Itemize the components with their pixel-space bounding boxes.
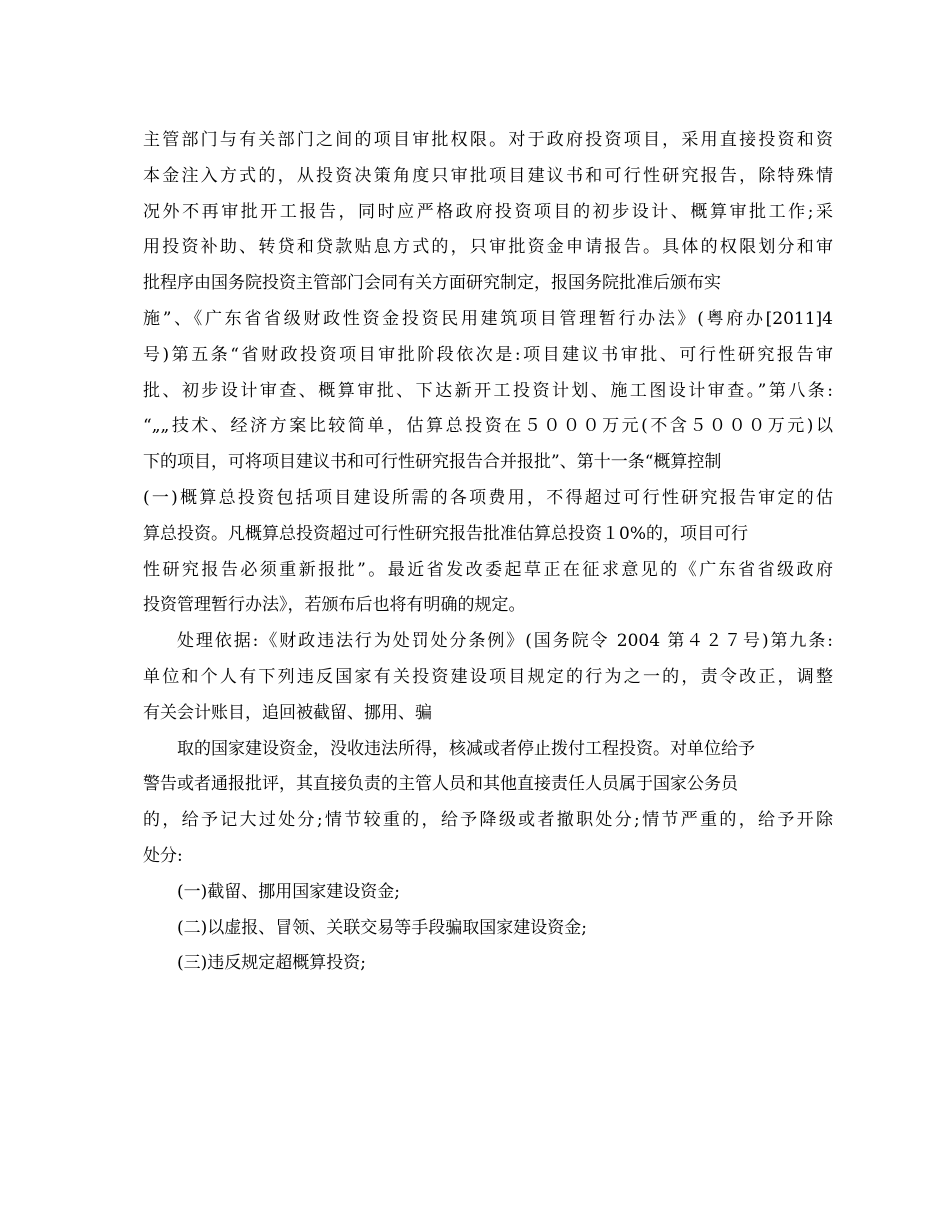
text-line: 本金注入方式的，从投资决策角度只审批项目建议书和可行性研究报告，除特殊情 xyxy=(143,165,833,186)
text-line: 号)第五条“省财政投资项目审批阶段依次是:项目建议书审批、可行性研究报告审 xyxy=(143,344,833,365)
text-line: 警告或者通报批评，其直接负责的主管人员和其他直接责任人员属于国家公务员 xyxy=(143,774,738,795)
text-line: “„„技术、经济方案比较简单，估算总投资在５０００万元(不含５０００万元)以 xyxy=(143,416,833,437)
text-line: (一)截留、挪用国家建设资金; xyxy=(177,881,400,902)
text-line: 投资管理暂行办法》，若颁布后也将有明确的规定。 xyxy=(143,595,526,616)
text-line: 有关会计账目，追回被截留、挪用、骗 xyxy=(143,702,432,723)
text-line: 批程序由国务院投资主管部门会同有关方面研究制定，报国务院批准后颁布实 xyxy=(143,273,721,294)
text-line: 性研究报告必须重新报批”。最近省发改委起草正在征求意见的《广东省省级政府 xyxy=(143,559,833,580)
text-line: 况外不再审批开工报告，同时应严格政府投资项目的初步设计、概算审批工作;采 xyxy=(143,201,833,222)
text-line: 下的项目，可将项目建议书和可行性研究报告合并报批”、第十一条“概算控制 xyxy=(143,452,722,473)
text-line: 处理依据:《财政违法行为处罚处分条例》(国务院令 2004 第４２７号)第九条: xyxy=(177,631,833,652)
text-line: 取的国家建设资金，没收违法所得，核减或者停止拨付工程投资。对单位给予 xyxy=(177,738,755,759)
text-line: 算总投资。凡概算总投资超过可行性研究报告批准估算总投资１0%的，项目可行 xyxy=(143,523,748,544)
text-line: 批、初步设计审查、概算审批、下达新开工投资计划、施工图设计审查。”第八条: xyxy=(143,380,833,401)
text-line: 主管部门与有关部门之间的项目审批权限。对于政府投资项目，采用直接投资和资 xyxy=(143,130,833,150)
text-line: (三)违反规定超概算投资; xyxy=(177,953,366,974)
text-line: 单位和个人有下列违反国家有关投资建设项目规定的行为之一的，责令改正，调整 xyxy=(143,666,833,687)
text-line: 用投资补助、转贷和贷款贴息方式的，只审批资金申请报告。具体的权限划分和审 xyxy=(143,237,833,258)
text-line: 施”、《广东省省级财政性资金投资民用建筑项目管理暂行办法》(粤府办[2011]4 xyxy=(143,308,833,329)
text-line: (一)概算总投资包括项目建设所需的各项费用，不得超过可行性研究报告审定的估 xyxy=(143,487,833,508)
text-line: (二)以虚报、冒领、关联交易等手段骗取国家建设资金; xyxy=(177,917,587,938)
document-body xyxy=(143,123,833,982)
text-line: 处分: xyxy=(143,845,183,866)
text-line: 的，给予记大过处分;情节较重的，给予降级或者撤职处分;情节严重的，给予开除 xyxy=(143,810,833,831)
